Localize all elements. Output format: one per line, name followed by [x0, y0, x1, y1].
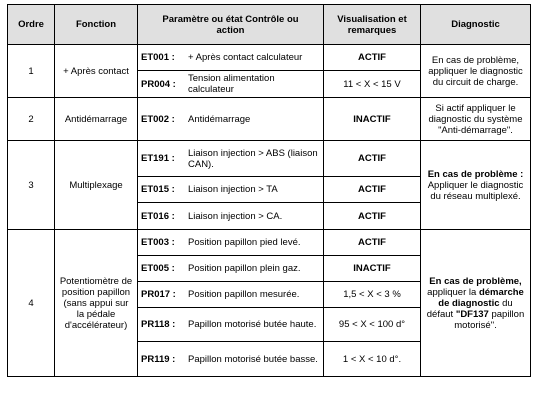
param-desc: + Après contact calculateur: [188, 52, 303, 63]
param-code: ET016 :: [141, 210, 175, 222]
table-row: [8, 45, 531, 98]
param-desc: Tension alimentation calculateur: [188, 73, 275, 95]
visu-value: ACTIF: [324, 141, 420, 177]
param-row: [138, 71, 323, 97]
param-code: ET005 :: [141, 263, 175, 274]
diagnostic-part: démarche de diagnostic: [438, 286, 524, 309]
visu-value: 1 < X < 10 d°.: [342, 353, 402, 365]
row-ordre: 1: [8, 45, 55, 98]
param-code: ET003 :: [141, 237, 175, 248]
row-visualisation: [324, 230, 421, 377]
header-row: [8, 5, 531, 45]
row-ordre: 4: [8, 230, 55, 377]
row-params: [138, 98, 324, 141]
diagnostic-part: appliquer la: [427, 286, 479, 298]
row-params: [138, 141, 324, 230]
param-desc: Papillon motorisé butée haute.: [188, 319, 317, 330]
visu-value: INACTIF: [324, 256, 420, 282]
param-row: [138, 342, 323, 376]
row-visualisation: [324, 45, 421, 98]
header-diagnostic: Diagnostic: [421, 5, 531, 45]
param-code: ET001 :: [141, 52, 175, 63]
visu-value: ACTIF: [324, 230, 420, 256]
visu-value: 95 < X < 100 d°: [324, 308, 420, 342]
diagnostic-table: [7, 4, 531, 377]
visu-value: ACTIF: [358, 210, 386, 222]
param-desc: Liaison injection > TA: [188, 184, 278, 195]
header-visualisation: Visualisation et remarques: [324, 5, 421, 45]
param-row: [138, 230, 323, 256]
param-code: ET002 :: [141, 113, 175, 125]
param-code: PR118 :: [141, 319, 176, 330]
table-row: [8, 98, 531, 141]
table-row: [8, 230, 531, 377]
param-code: PR017 :: [141, 289, 176, 300]
param-row: [138, 282, 323, 308]
visu-value: INACTIF: [353, 113, 391, 125]
row-diagnostic: En cas de problème, appliquer le diagnostic du circuit de charge.: [421, 45, 531, 98]
param-desc: Liaison injection > CA.: [188, 210, 283, 222]
diagnostic-part: du défaut: [426, 297, 513, 320]
param-desc: Position papillon pied levé.: [188, 237, 301, 248]
param-code: PR004 :: [141, 78, 176, 90]
param-desc: Liaison injection > ABS (liaison CAN).: [188, 147, 318, 170]
param-row: [138, 141, 323, 177]
diagnostic-part: En cas de problème,: [429, 275, 522, 287]
param-row: [138, 203, 323, 229]
visu-value: ACTIF: [324, 177, 420, 203]
param-code: ET015 :: [141, 184, 175, 195]
param-row: [138, 256, 323, 282]
header-fonction: Fonction: [55, 5, 138, 45]
header-ordre: Ordre: [8, 5, 55, 45]
row-params: [138, 230, 324, 377]
row-diagnostic: [421, 141, 531, 230]
row-diagnostic: [421, 230, 531, 377]
row-ordre: 3: [8, 141, 55, 230]
param-row: [138, 45, 323, 71]
diagnostic-part: "DF137: [455, 308, 489, 320]
param-desc: Position papillon mesurée.: [188, 289, 300, 300]
row-params: [138, 45, 324, 98]
row-fonction: + Après contact: [55, 45, 138, 98]
visu-value: ACTIF: [324, 45, 420, 71]
table-row: [8, 141, 531, 230]
row-diagnostic: Si actif appliquer le diagnostic du système "Anti-démarrage".: [421, 98, 531, 141]
param-code: ET191 :: [141, 153, 175, 164]
diagnostic-rest: Appliquer le diagnostic du réseau multiplexé.: [427, 179, 524, 202]
param-row: [138, 98, 323, 140]
row-fonction: Potentiomètre de position papillon (sans appui sur la pédale d'accélérateur): [55, 230, 138, 377]
param-desc: Position papillon plein gaz.: [188, 263, 301, 274]
param-desc: Papillon motorisé butée basse.: [188, 353, 318, 365]
diagnostic-part: papillon motorisé".: [454, 308, 525, 331]
row-fonction: Antidémarrage: [55, 98, 138, 141]
param-desc: Antidémarrage: [188, 113, 251, 125]
row-fonction: Multiplexage: [55, 141, 138, 230]
diagnostic-bold: En cas de problème :: [427, 168, 524, 180]
param-code: PR119 :: [141, 353, 176, 365]
param-row: [138, 177, 323, 203]
header-parametre: Paramètre ou état Contrôle ou action: [138, 5, 324, 45]
visu-value: 11 < X < 15 V: [343, 78, 401, 90]
visu-value: 1,5 < X < 3 %: [324, 282, 420, 308]
param-row: [138, 308, 323, 342]
row-visualisation: [324, 98, 421, 141]
row-ordre: 2: [8, 98, 55, 141]
row-visualisation: [324, 141, 421, 230]
